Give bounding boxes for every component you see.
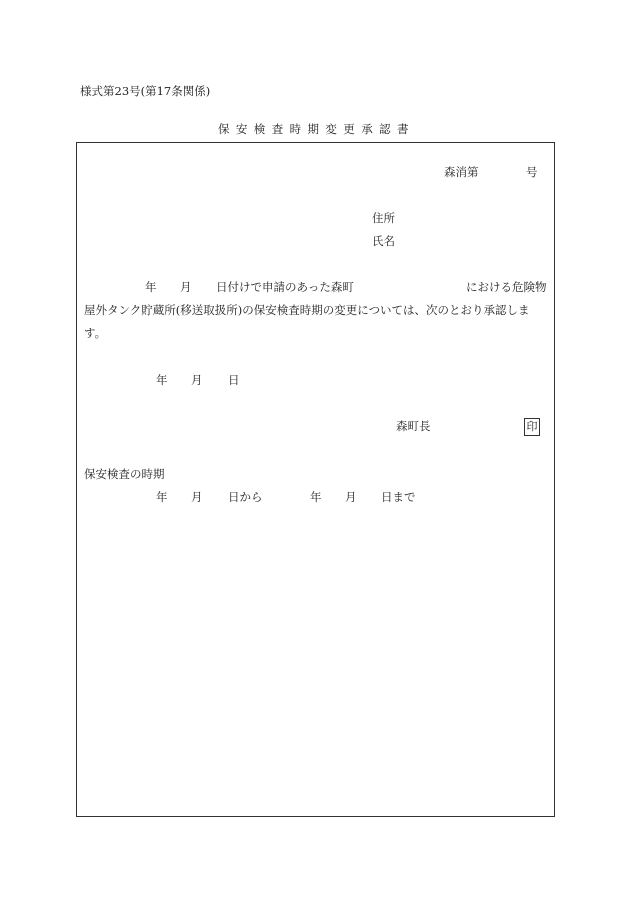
period-from-year: 年 <box>156 490 168 504</box>
body-month: 月 <box>180 280 192 294</box>
body-day-text: 日付けで申請のあった森町 <box>216 280 354 294</box>
date-month: 月 <box>191 373 203 387</box>
document-title: 保安検査時期変更承認書 <box>218 122 415 136</box>
period-from-month: 月 <box>191 490 203 504</box>
body-year: 年 <box>145 280 157 294</box>
name-label: 氏名 <box>372 234 395 248</box>
issuer-title: 森町長 <box>396 419 431 433</box>
body-line-3: す。 <box>84 326 107 340</box>
period-to-day: 日まで <box>381 490 416 504</box>
period-to-year: 年 <box>310 490 322 504</box>
form-number: 様式第23号(第17条関係) <box>80 84 211 98</box>
period-label: 保安検査の時期 <box>84 467 165 481</box>
period-from-day: 日から <box>228 490 263 504</box>
seal-mark: 印 <box>524 418 540 436</box>
body-line-2: 屋外タンク貯蔵所(移送取扱所)の保安検査時期の変更については、次のとおり承認しま <box>84 303 530 317</box>
reference-prefix: 森消第 <box>444 165 479 179</box>
address-label: 住所 <box>372 211 395 225</box>
date-year: 年 <box>156 373 168 387</box>
reference-suffix: 号 <box>526 165 538 179</box>
date-day: 日 <box>228 373 240 387</box>
period-to-month: 月 <box>345 490 357 504</box>
body-location-suffix: における危険物 <box>466 280 547 294</box>
